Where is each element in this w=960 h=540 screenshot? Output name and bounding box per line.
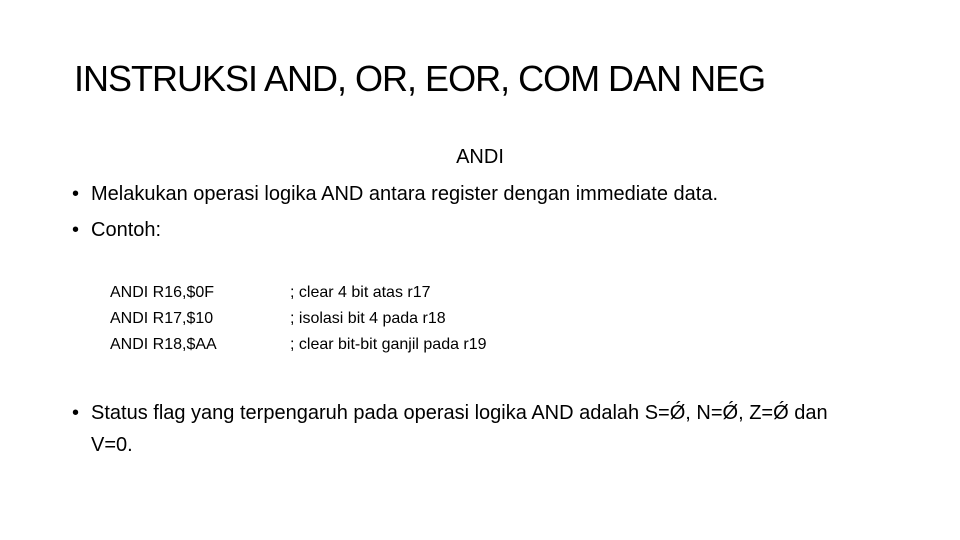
slide-title: INSTRUKSI AND, OR, EOR, COM DAN NEG <box>74 58 766 99</box>
bullet-text: Status flag yang terpengaruh pada operasi logika AND adalah S=Ǿ, N=Ǿ, Z=Ǿ dan V=0. <box>91 402 828 456</box>
bullet-icon: • <box>72 183 80 205</box>
code-instructions <box>110 280 217 358</box>
bullet-item <box>72 178 912 210</box>
bullet-text: Melakukan operasi logika AND antara register dengan immediate data. <box>91 183 719 205</box>
subheading: ANDI <box>456 146 504 168</box>
code-comment: ; clear 4 bit atas r17 <box>290 284 431 301</box>
code-instruction: ANDI R18,$AA <box>110 336 217 353</box>
code-comments <box>290 280 487 358</box>
code-instruction: ANDI R16,$0F <box>110 284 215 301</box>
code-comment: ; isolasi bit 4 pada r18 <box>290 310 446 327</box>
code-comment: ; clear bit-bit ganjil pada r19 <box>290 336 487 353</box>
bullet-icon: • <box>72 219 80 241</box>
bullet-item <box>72 214 372 246</box>
bullet-icon: • <box>72 402 80 424</box>
bullet-item <box>72 397 832 461</box>
code-instruction: ANDI R17,$10 <box>110 310 214 327</box>
bullet-text: Contoh: <box>91 219 162 241</box>
